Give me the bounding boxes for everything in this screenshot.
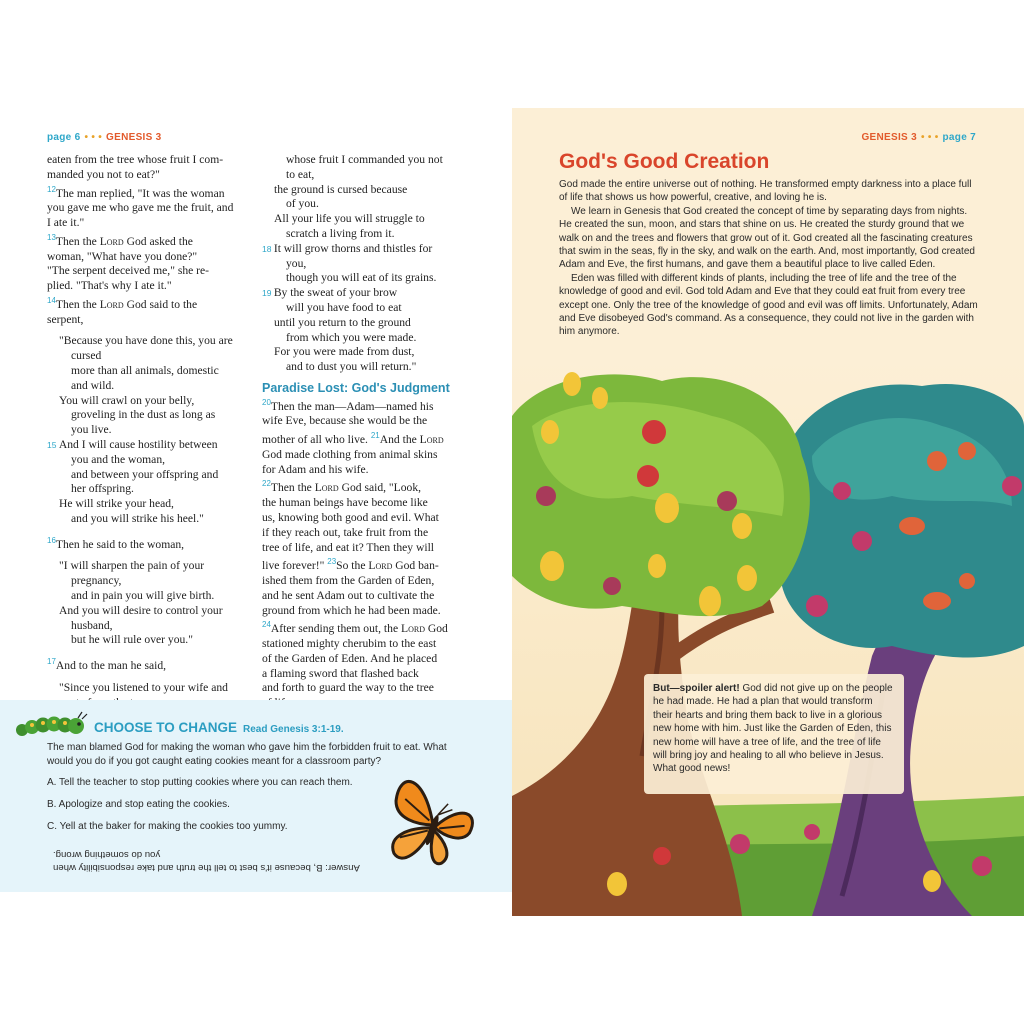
- verse-number: 14: [47, 295, 56, 305]
- lord-smallcaps: Lord: [99, 234, 124, 248]
- verse-number: 21: [370, 431, 380, 441]
- verse-line: I ate it.": [47, 216, 85, 230]
- poem-line: her offspring.: [71, 482, 134, 496]
- poem-line: 18 It will grow thorns and thistles for: [262, 241, 433, 255]
- poem-line: And you will desire to control your: [59, 603, 223, 617]
- choose-to-change-box: [0, 700, 512, 892]
- verse-number: 15: [47, 439, 59, 450]
- verse-number: 19: [262, 288, 274, 299]
- verse-line: $^{12}$The man replied, "It was the woman: [47, 184, 225, 200]
- verse-line: plied. "That's why I ate it.": [47, 279, 172, 293]
- verse-line: for Adam and his wife.: [262, 462, 369, 476]
- paragraph: We learn in Genesis that God created the concept of time by separating days from nights. He created the sun, moon, and stars that shine on us. He created the sturdy ground that we walk on and the trees and flowers that grow out of it. God created all the fascinating creatures that swim in the seas, fly in the sky, and walk on the earth. And, most importantly, God created Adam and Eve, the first humans, and gave them a beautiful place to live called Eden.: [559, 205, 975, 271]
- poem-line: "Since you listened to your wife and: [59, 680, 228, 694]
- poem-line: will you have food to eat: [286, 300, 402, 314]
- ctc-option-a: A. Tell the teacher to stop putting cookies where you can reach them.: [47, 777, 353, 788]
- verse-number: 16: [47, 535, 56, 545]
- ctc-option-c: C. Yell at the baker for making the cookies too yummy.: [47, 821, 288, 832]
- verse-line: and forth to guard the way to the tree: [262, 681, 434, 695]
- text-column-1: [47, 153, 250, 710]
- feature-body: [559, 178, 979, 339]
- verse-line: woman, "What have you done?": [47, 249, 198, 263]
- poem-line: and in pain you will give birth.: [71, 588, 215, 602]
- text-column-2: [262, 153, 465, 711]
- verse-line: a flaming sword that flashed back: [262, 666, 419, 680]
- poem-line: to eat,: [286, 167, 315, 181]
- poem-line: cursed: [71, 349, 102, 363]
- poem-line: You will crawl on your belly,: [59, 393, 195, 407]
- ctc-heading: CHOOSE TO CHANGE: [94, 720, 238, 735]
- verse-line: the human beings have become like: [262, 496, 428, 510]
- poem-line: and you will strike his heel.": [71, 511, 204, 525]
- poem-line: you,: [286, 256, 307, 270]
- poem-line: He will strike your head,: [59, 497, 174, 511]
- verse-number: 12: [47, 184, 56, 194]
- lord-smallcaps: Lord: [419, 433, 444, 447]
- verse-line: $^{17}$And to the man he said,: [47, 657, 167, 672]
- poem-line: and between your offspring and: [71, 467, 219, 481]
- verse-number: 18: [262, 243, 274, 254]
- poem-line: 15 And I will cause hostility between: [47, 437, 218, 451]
- verse-line: if they reach out, take fruit from the: [262, 525, 429, 539]
- spoiler-text: God did not give up on the people he had made. He had a plan that would transform their hearts and bring them back to live in a glorious new home with him. Just like the Garden of Eden, this new home will have a tree of life, and the tree of life will bring joy and healing to all who believe in Jesus. What good news!: [653, 683, 893, 775]
- spoiler-paragraph: [653, 682, 893, 776]
- verse-number: 23: [327, 557, 337, 567]
- verse-number: 24: [262, 620, 271, 630]
- ctc-option-b: B. Apologize and stop eating the cookies.: [47, 799, 230, 810]
- poem-line: groveling in the dust as long as: [71, 408, 216, 422]
- verse-number: 17: [47, 657, 56, 667]
- poem-line: from which you were made.: [286, 330, 417, 344]
- spoiler-lead: But—spoiler alert!: [653, 683, 740, 694]
- verse-line: "The serpent deceived me," she re-: [47, 264, 210, 278]
- verse-line: $^{22}$Then the Lord God said, "Look,: [262, 479, 422, 495]
- verse-line: serpent,: [47, 312, 84, 326]
- poem-line: the ground is cursed because: [274, 182, 408, 196]
- verse-line: live forever!" $^{23}$So the Lord God ban-: [262, 557, 439, 573]
- poem-line: you and the woman,: [71, 452, 166, 466]
- verse-line: $^{16}$Then he said to the woman,: [47, 535, 185, 551]
- left-page-header: page 6 • • • GENESIS 3: [47, 132, 162, 143]
- lord-smallcaps: Lord: [401, 622, 425, 636]
- trees-illustration: [512, 356, 1024, 916]
- feature-title: God's Good Creation: [559, 150, 770, 173]
- verse-line: $^{20}$Then the man—Adam—named his: [262, 397, 434, 413]
- poem-line: pregnancy,: [71, 574, 122, 588]
- paragraph: God made the entire universe out of nothing. He transformed empty darkness into a place full of life that shows us how powerful, creative, and loving he is.: [559, 179, 972, 204]
- book-name: GENESIS 3: [106, 132, 162, 143]
- verse-line: ground from which he had been made.: [262, 603, 441, 617]
- poem-line: though you will eat of its grains.: [286, 271, 437, 285]
- verse-line: and he sent Adam out to cultivate the: [262, 588, 435, 602]
- poem-line: For you were made from dust,: [274, 345, 415, 359]
- ctc-answer-upside-down: Answer: B, because it's best to tell the truth and take responsibility when you do something wrong.: [53, 849, 360, 873]
- verse-line: $^{24}$After sending them out, the Lord God: [262, 620, 448, 636]
- poem-line: and wild.: [71, 378, 115, 392]
- poem-line: husband,: [71, 618, 113, 632]
- poem-line: "I will sharpen the pain of your: [59, 559, 205, 573]
- right-page: [512, 108, 1024, 916]
- lord-smallcaps: Lord: [99, 297, 124, 311]
- verse-line: tree of life, and eat it? Then they will: [262, 540, 435, 554]
- poem-line: more than all animals, domestic: [71, 363, 219, 377]
- verse-number: 22: [262, 479, 271, 489]
- poem-line: and to dust you will return.": [286, 360, 417, 374]
- poem-line: 19 By the sweat of your brow: [262, 286, 398, 300]
- verse-line: stationed mighty cherubim to the east: [262, 637, 437, 650]
- choose-to-change-title: [94, 720, 344, 735]
- verse-line: manded you not to eat?": [47, 167, 160, 181]
- verse-line: God made clothing from animal skins: [262, 447, 438, 461]
- section-subheading: Paradise Lost: God's Judgment: [262, 380, 450, 395]
- verse-line: you gave me who gave me the fruit, and: [47, 201, 234, 215]
- caterpillar-icon: [12, 710, 92, 740]
- verse-line: wife Eve, because she would be the: [262, 414, 428, 428]
- verse-line: $^{13}$Then the Lord God asked the: [47, 232, 193, 248]
- ctc-reading: Read Genesis 3:1-19.: [243, 724, 344, 735]
- page-number: page 6: [47, 132, 81, 143]
- ctc-question: The man blamed God for making the woman who gave him the forbidden fruit to eat. What would you do if you got caught eating cookies meant for a classroom party?: [47, 742, 447, 767]
- poem-line: of you.: [286, 197, 319, 211]
- verse-number: 20: [262, 397, 271, 407]
- verse-line: ished them from the Garden of Eden,: [262, 573, 435, 587]
- poem-line: "Because you have done this, you are: [59, 334, 233, 348]
- lord-smallcaps: Lord: [368, 559, 393, 573]
- butterfly-illustration: [378, 770, 488, 880]
- page-number: page 7: [942, 132, 976, 143]
- verse-line: of the Garden of Eden. And he placed: [262, 651, 438, 665]
- poem-line: until you return to the ground: [274, 315, 411, 329]
- verse-line: $^{14}$Then the Lord God said to the: [47, 295, 198, 311]
- paragraph: Eden was filled with different kinds of plants, including the tree of life and the tree of the knowledge of good and evil. God told Adam and Eve that they could eat fruit from every tree except one. Only the tree of the knowledge of good and evil was off limits. Unfortunately, Adam and Eve disobeyed God's command. As a consequence, they could not live in the garden with him anymore.: [559, 272, 978, 338]
- right-page-header: GENESIS 3 • • • page 7: [861, 132, 976, 143]
- book-name: GENESIS 3: [861, 132, 917, 143]
- poem-line: whose fruit I commanded you not: [286, 153, 443, 166]
- verse-line: us, knowing both good and evil. What: [262, 510, 439, 524]
- verse-line: eaten from the tree whose fruit I com-: [47, 153, 224, 166]
- lord-smallcaps: Lord: [314, 481, 339, 495]
- poem-line: All your life you will struggle to: [274, 212, 425, 226]
- poem-line: but he will rule over you.": [71, 633, 193, 647]
- poem-line: you live.: [71, 423, 112, 437]
- verse-line: mother of all who live. $^{21}$And the Lord: [262, 431, 444, 447]
- poem-line: scratch a living from it.: [286, 226, 395, 240]
- verse-number: 13: [47, 232, 56, 242]
